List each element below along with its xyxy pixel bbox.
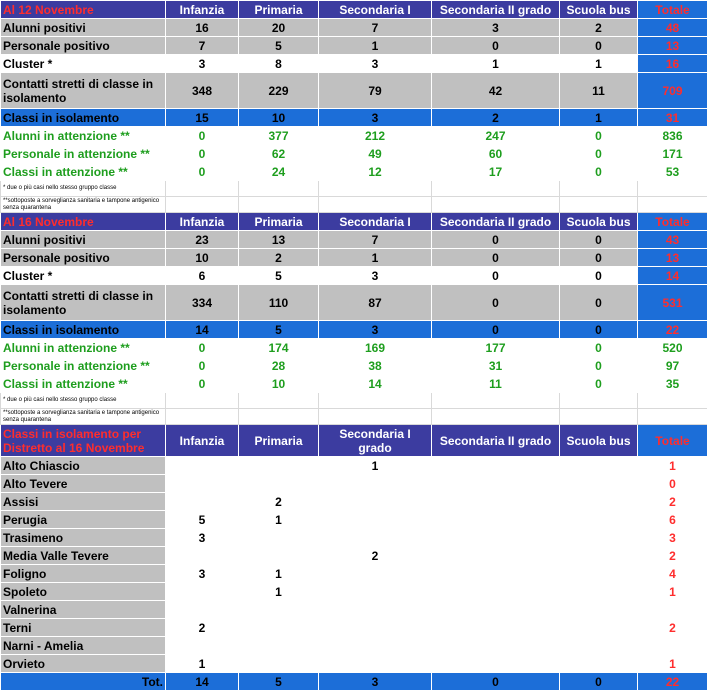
district-row	[1, 601, 707, 619]
row-value: 1	[560, 109, 638, 127]
table-row	[1, 73, 707, 109]
district-value	[166, 583, 239, 601]
empty-cell	[432, 197, 560, 213]
row-label: Alunni in attenzione **	[1, 339, 166, 357]
row-value: 0	[560, 37, 638, 55]
row-value: 10	[239, 109, 319, 127]
row-value: 62	[239, 145, 319, 163]
row-label: Personale in attenzione **	[1, 145, 166, 163]
row-value: 0	[560, 321, 638, 339]
district-value	[239, 619, 319, 637]
district-value	[560, 583, 638, 601]
row-total: 22	[638, 321, 707, 339]
section-header-row	[1, 425, 707, 457]
empty-cell	[319, 197, 432, 213]
row-value: 1	[560, 55, 638, 73]
district-value	[319, 493, 432, 511]
row-value: 229	[239, 73, 319, 109]
section-header-row	[1, 1, 707, 19]
district-total: 0	[638, 475, 707, 493]
empty-cell	[432, 181, 560, 197]
district-value	[319, 565, 432, 583]
table-row	[1, 37, 707, 55]
district-total	[638, 637, 707, 655]
row-value: 14	[319, 375, 432, 393]
row-total: 13	[638, 37, 707, 55]
empty-cell	[638, 393, 707, 409]
district-label: Media Valle Tevere	[1, 547, 166, 565]
district-value	[319, 475, 432, 493]
row-value: 0	[166, 357, 239, 375]
district-value	[432, 637, 560, 655]
district-total: 6	[638, 511, 707, 529]
row-value: 5	[239, 267, 319, 285]
footnote: * due o più casi nello stesso gruppo classe	[1, 181, 166, 197]
row-value: 7	[319, 231, 432, 249]
district-value	[560, 565, 638, 583]
empty-cell	[319, 393, 432, 409]
footnote-row	[1, 181, 707, 197]
row-value: 5	[239, 37, 319, 55]
row-total: 48	[638, 19, 707, 37]
row-label: Alunni positivi	[1, 19, 166, 37]
row-value: 7	[166, 37, 239, 55]
empty-cell	[239, 181, 319, 197]
district-label: Alto Chiascio	[1, 457, 166, 475]
row-label: Personale positivo	[1, 249, 166, 267]
row-value: 3	[319, 55, 432, 73]
row-value: 3	[319, 109, 432, 127]
total-label: Tot.	[1, 673, 166, 691]
district-value: 3	[166, 529, 239, 547]
row-value: 60	[432, 145, 560, 163]
district-value	[319, 511, 432, 529]
district-total: 2	[638, 619, 707, 637]
empty-cell	[432, 409, 560, 425]
row-label: Alunni positivi	[1, 231, 166, 249]
grand-total: 22	[638, 673, 707, 691]
district-value	[239, 475, 319, 493]
row-value: 2	[560, 19, 638, 37]
table-row	[1, 231, 707, 249]
row-label: Classi in isolamento	[1, 109, 166, 127]
row-total: 97	[638, 357, 707, 375]
table-row	[1, 249, 707, 267]
district-label: Valnerina	[1, 601, 166, 619]
table-row	[1, 55, 707, 73]
empty-cell	[638, 181, 707, 197]
table-row	[1, 267, 707, 285]
row-total: 709	[638, 73, 707, 109]
district-total: 3	[638, 529, 707, 547]
row-value: 0	[560, 339, 638, 357]
row-label: Contatti stretti di classe in isolamento	[1, 73, 166, 109]
empty-cell	[239, 409, 319, 425]
district-label: Perugia	[1, 511, 166, 529]
row-total: 836	[638, 127, 707, 145]
row-value: 17	[432, 163, 560, 181]
district-row	[1, 547, 707, 565]
district-label: Narni - Amelia	[1, 637, 166, 655]
table-body	[1, 1, 707, 691]
district-value	[166, 475, 239, 493]
footnote: **sottoposte a sorveglianza sanitaria e tampone antigenico senza quarantena	[1, 197, 166, 213]
row-value: 0	[432, 249, 560, 267]
column-header: Scuola bus	[560, 1, 638, 19]
row-value: 20	[239, 19, 319, 37]
row-value: 49	[319, 145, 432, 163]
district-value	[239, 601, 319, 619]
district-value	[166, 547, 239, 565]
row-value: 13	[239, 231, 319, 249]
row-value: 212	[319, 127, 432, 145]
total-value: 14	[166, 673, 239, 691]
row-total: 16	[638, 55, 707, 73]
row-value: 0	[560, 357, 638, 375]
row-value: 11	[432, 375, 560, 393]
district-total: 1	[638, 655, 707, 673]
row-label: Cluster *	[1, 55, 166, 73]
district-label: Assisi	[1, 493, 166, 511]
column-header: Secondaria I	[319, 213, 432, 231]
row-value: 3	[319, 321, 432, 339]
district-label: Alto Tevere	[1, 475, 166, 493]
row-value: 12	[319, 163, 432, 181]
district-value	[319, 583, 432, 601]
row-total: 13	[638, 249, 707, 267]
table-row	[1, 375, 707, 393]
district-total	[638, 601, 707, 619]
column-header: Scuola bus	[560, 213, 638, 231]
total-value: 0	[560, 673, 638, 691]
empty-cell	[239, 197, 319, 213]
row-value: 3	[432, 19, 560, 37]
district-label: Foligno	[1, 565, 166, 583]
row-value: 0	[432, 267, 560, 285]
row-value: 177	[432, 339, 560, 357]
table-row	[1, 127, 707, 145]
row-total: 31	[638, 109, 707, 127]
row-value: 1	[319, 249, 432, 267]
row-value: 3	[166, 55, 239, 73]
district-value	[560, 619, 638, 637]
row-total: 14	[638, 267, 707, 285]
row-value: 0	[166, 145, 239, 163]
district-total: 1	[638, 457, 707, 475]
row-value: 5	[239, 321, 319, 339]
district-value: 2	[239, 493, 319, 511]
table-row	[1, 109, 707, 127]
footnote: **sottoposte a sorveglianza sanitaria e tampone antigenico senza quarantena	[1, 409, 166, 425]
empty-cell	[560, 393, 638, 409]
section-header-row	[1, 213, 707, 231]
row-value: 377	[239, 127, 319, 145]
row-value: 1	[432, 55, 560, 73]
row-value: 2	[432, 109, 560, 127]
district-value	[319, 601, 432, 619]
district-value	[432, 511, 560, 529]
district-value	[560, 529, 638, 547]
row-value: 0	[560, 249, 638, 267]
column-header: Primaria	[239, 425, 319, 457]
district-value	[239, 655, 319, 673]
district-row	[1, 511, 707, 529]
district-row	[1, 493, 707, 511]
empty-cell	[638, 409, 707, 425]
district-value	[239, 547, 319, 565]
row-total: 171	[638, 145, 707, 163]
column-header: Scuola bus	[560, 425, 638, 457]
table-row	[1, 145, 707, 163]
table-row	[1, 19, 707, 37]
row-value: 0	[560, 145, 638, 163]
row-value: 10	[239, 375, 319, 393]
row-value: 3	[319, 267, 432, 285]
table-row	[1, 285, 707, 321]
district-value	[560, 475, 638, 493]
row-value: 0	[166, 163, 239, 181]
row-value: 11	[560, 73, 638, 109]
district-value: 1	[166, 655, 239, 673]
district-value	[432, 493, 560, 511]
row-value: 1	[319, 37, 432, 55]
district-row	[1, 655, 707, 673]
district-value: 1	[239, 583, 319, 601]
row-value: 0	[560, 285, 638, 321]
district-value	[432, 475, 560, 493]
district-row	[1, 619, 707, 637]
district-row	[1, 529, 707, 547]
column-header: Infanzia	[166, 213, 239, 231]
district-value: 5	[166, 511, 239, 529]
table-row	[1, 357, 707, 375]
district-value	[432, 601, 560, 619]
table-row	[1, 339, 707, 357]
table-row	[1, 163, 707, 181]
district-row	[1, 457, 707, 475]
empty-cell	[560, 409, 638, 425]
empty-cell	[638, 197, 707, 213]
row-value: 0	[432, 231, 560, 249]
column-header-totale: Totale	[638, 425, 707, 457]
row-value: 0	[432, 37, 560, 55]
row-value: 79	[319, 73, 432, 109]
column-header: Secondaria II grado	[432, 1, 560, 19]
district-value	[560, 493, 638, 511]
district-value	[166, 637, 239, 655]
district-value	[319, 655, 432, 673]
column-header-totale: Totale	[638, 1, 707, 19]
total-row	[1, 673, 707, 691]
empty-cell	[166, 181, 239, 197]
district-row	[1, 583, 707, 601]
district-value	[560, 547, 638, 565]
column-header: Secondaria I	[319, 1, 432, 19]
section-title: Al 16 Novembre	[1, 213, 166, 231]
row-total: 520	[638, 339, 707, 357]
district-value	[166, 493, 239, 511]
district-row	[1, 637, 707, 655]
district-value: 1	[239, 565, 319, 583]
district-value	[239, 637, 319, 655]
district-value: 2	[319, 547, 432, 565]
district-value: 3	[166, 565, 239, 583]
district-total: 4	[638, 565, 707, 583]
district-value	[432, 457, 560, 475]
district-total: 1	[638, 583, 707, 601]
district-row	[1, 475, 707, 493]
row-value: 0	[560, 231, 638, 249]
district-value	[432, 565, 560, 583]
row-value: 87	[319, 285, 432, 321]
row-value: 24	[239, 163, 319, 181]
district-value	[239, 457, 319, 475]
district-value	[560, 601, 638, 619]
table-row	[1, 321, 707, 339]
footnote-row	[1, 409, 707, 425]
empty-cell	[319, 409, 432, 425]
row-value: 0	[560, 375, 638, 393]
section-title: Al 12 Novembre	[1, 1, 166, 19]
district-label: Trasimeno	[1, 529, 166, 547]
district-value	[560, 457, 638, 475]
row-value: 7	[319, 19, 432, 37]
row-value: 0	[166, 375, 239, 393]
row-label: Classi in isolamento	[1, 321, 166, 339]
total-value: 3	[319, 673, 432, 691]
row-value: 0	[166, 127, 239, 145]
row-value: 15	[166, 109, 239, 127]
total-value: 5	[239, 673, 319, 691]
district-value	[166, 457, 239, 475]
column-header-totale: Totale	[638, 213, 707, 231]
district-value	[166, 601, 239, 619]
row-value: 6	[166, 267, 239, 285]
district-value	[319, 619, 432, 637]
row-label: Personale in attenzione **	[1, 357, 166, 375]
district-label: Terni	[1, 619, 166, 637]
row-label: Contatti stretti di classe in isolamento	[1, 285, 166, 321]
district-value	[560, 637, 638, 655]
row-label: Cluster *	[1, 267, 166, 285]
district-value	[432, 529, 560, 547]
district-value: 2	[166, 619, 239, 637]
empty-cell	[239, 393, 319, 409]
row-value: 334	[166, 285, 239, 321]
row-value: 10	[166, 249, 239, 267]
row-label: Classi in attenzione **	[1, 375, 166, 393]
row-total: 43	[638, 231, 707, 249]
column-header: Primaria	[239, 213, 319, 231]
district-value	[560, 655, 638, 673]
row-total: 35	[638, 375, 707, 393]
row-value: 0	[432, 321, 560, 339]
column-header: Secondaria II grado	[432, 425, 560, 457]
row-label: Alunni in attenzione **	[1, 127, 166, 145]
row-value: 14	[166, 321, 239, 339]
empty-cell	[166, 393, 239, 409]
row-value: 28	[239, 357, 319, 375]
district-value	[432, 583, 560, 601]
column-header: Infanzia	[166, 1, 239, 19]
footnote: * due o più casi nello stesso gruppo classe	[1, 393, 166, 409]
row-value: 169	[319, 339, 432, 357]
column-header: Secondaria I grado	[319, 425, 432, 457]
row-value: 16	[166, 19, 239, 37]
empty-cell	[166, 197, 239, 213]
row-value: 174	[239, 339, 319, 357]
row-value: 31	[432, 357, 560, 375]
district-value	[432, 619, 560, 637]
row-value: 2	[239, 249, 319, 267]
district-value: 1	[239, 511, 319, 529]
row-value: 0	[560, 127, 638, 145]
district-value: 1	[319, 457, 432, 475]
row-value: 348	[166, 73, 239, 109]
district-total: 2	[638, 547, 707, 565]
column-header: Secondaria II grado	[432, 213, 560, 231]
empty-cell	[560, 181, 638, 197]
row-value: 247	[432, 127, 560, 145]
row-value: 23	[166, 231, 239, 249]
empty-cell	[166, 409, 239, 425]
column-header: Primaria	[239, 1, 319, 19]
district-value	[432, 547, 560, 565]
total-value: 0	[432, 673, 560, 691]
district-label: Orvieto	[1, 655, 166, 673]
footnote-row	[1, 393, 707, 409]
district-value	[319, 529, 432, 547]
row-value: 0	[166, 339, 239, 357]
row-value: 0	[560, 267, 638, 285]
footnote-row	[1, 197, 707, 213]
row-value: 8	[239, 55, 319, 73]
district-total: 2	[638, 493, 707, 511]
district-label: Spoleto	[1, 583, 166, 601]
row-value: 42	[432, 73, 560, 109]
district-value	[319, 637, 432, 655]
empty-cell	[319, 181, 432, 197]
row-value: 0	[560, 163, 638, 181]
district-value	[560, 511, 638, 529]
row-value: 0	[432, 285, 560, 321]
district-value	[239, 529, 319, 547]
row-label: Personale positivo	[1, 37, 166, 55]
row-value: 110	[239, 285, 319, 321]
empty-cell	[560, 197, 638, 213]
row-value: 38	[319, 357, 432, 375]
row-total: 53	[638, 163, 707, 181]
row-total: 531	[638, 285, 707, 321]
row-label: Classi in attenzione **	[1, 163, 166, 181]
district-row	[1, 565, 707, 583]
district-value	[432, 655, 560, 673]
empty-cell	[432, 393, 560, 409]
column-header: Infanzia	[166, 425, 239, 457]
section-title: Classi in isolamento per Distretto al 16 Novembre	[1, 425, 166, 457]
